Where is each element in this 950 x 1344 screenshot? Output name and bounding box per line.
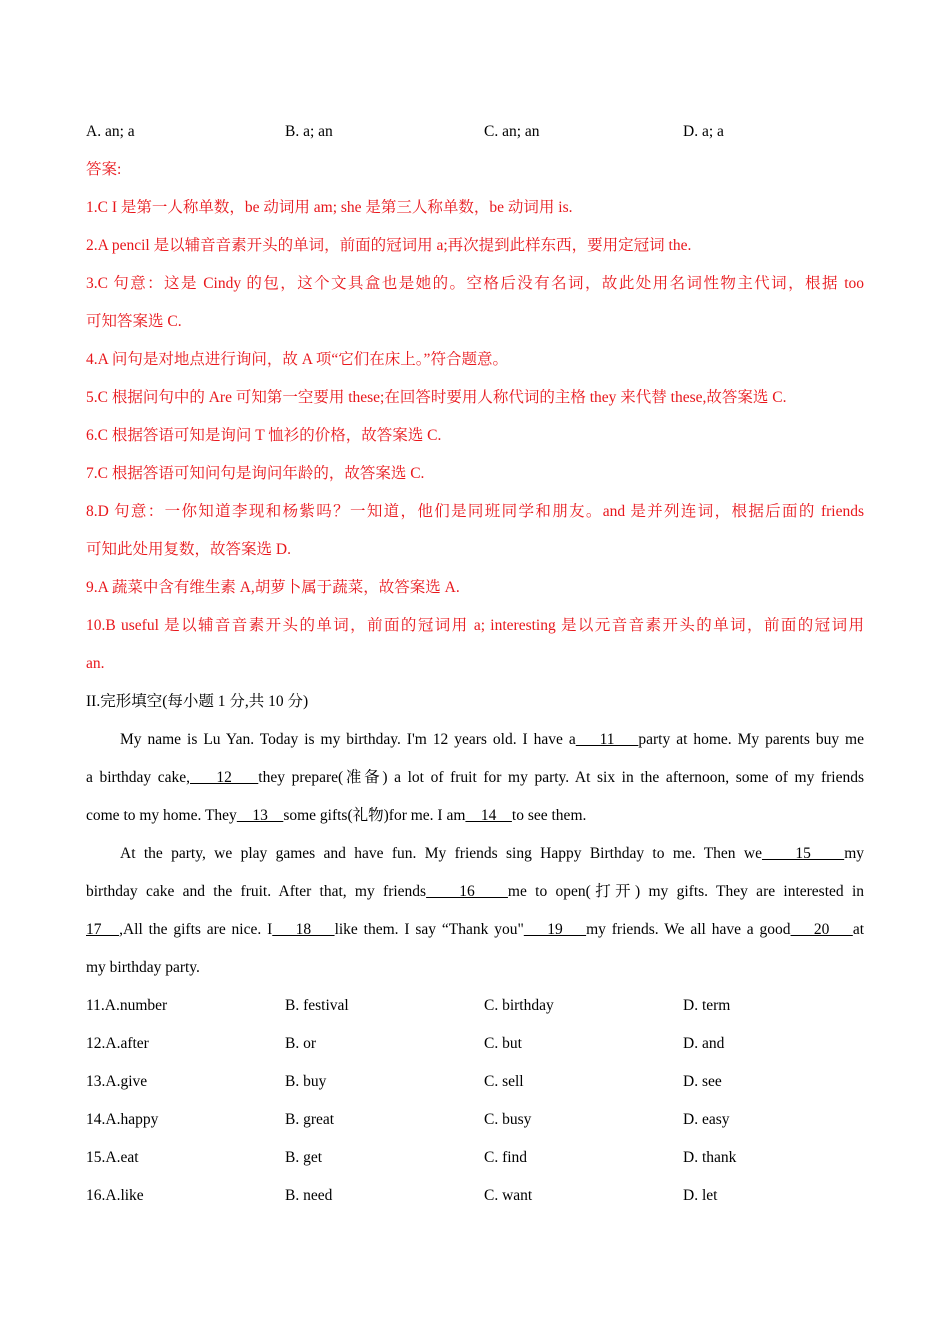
passage-line: my birthday party.	[86, 959, 200, 976]
question-option: C. sell	[484, 1073, 524, 1090]
answer-line: 可知此处用复数，故答案选 D.	[86, 541, 291, 558]
passage-line: a birthday cake, 12 they prepare(准备) a lot of fruit for my party. At six in the afternoon, some of my friends	[86, 769, 865, 786]
question-option: B. great	[285, 1111, 335, 1128]
option-d: D. a; a	[683, 123, 724, 140]
question-option: D. let	[683, 1187, 718, 1204]
question-option: D. and	[683, 1035, 725, 1052]
question-option: B. or	[285, 1035, 316, 1052]
question-option: D. easy	[683, 1111, 730, 1128]
answer-line: 3.C 句意：这是 Cindy 的包，这个文具盒也是她的。空格后没有名词，故此处用名词性物主代词，根据 too	[86, 275, 864, 292]
blank-20: 20	[790, 921, 853, 938]
blank-19: 19	[523, 921, 587, 938]
question-option: C. birthday	[484, 997, 554, 1014]
question-option: D. thank	[683, 1149, 737, 1166]
passage-line: come to my home. They 13 some gifts(礼物)for me. I am 14 to see them.	[86, 807, 587, 824]
blank-11: 11	[575, 731, 639, 748]
question-option: 15.A.eat	[86, 1149, 139, 1166]
question-option: D. see	[683, 1073, 722, 1090]
question-option: B. need	[285, 1187, 333, 1204]
answer-line: 2.A pencil 是以辅音音素开头的单词，前面的冠词用 a;再次提到此样东西，要用定冠词 the.	[86, 237, 692, 254]
question-option: B. get	[285, 1149, 323, 1166]
passage-line: 17 ,All the gifts are nice. I 18 like them. I say “Thank you" 19 my friends. We all have a good 20 at	[86, 921, 865, 938]
question-option: C. find	[484, 1149, 528, 1166]
question-option: C. want	[484, 1187, 533, 1204]
blank-14: 14	[465, 807, 512, 824]
blank-13: 13	[236, 807, 284, 824]
blank-18: 18	[272, 921, 335, 938]
answer-heading: 答案:	[86, 161, 122, 178]
question-option: 12.A.after	[86, 1035, 149, 1052]
option-a: A. an; a	[86, 123, 135, 140]
answer-line: 9.A 蔬菜中含有维生素 A,胡萝卜属于蔬菜，故答案选 A.	[86, 579, 460, 596]
answer-line: 1.C I 是第一人称单数，be 动词用 am; she 是第三人称单数，be 动词用 is.	[86, 199, 573, 216]
answer-line: 8.D 句意：一你知道李现和杨紫吗？一知道，他们是同班同学和朋友。and 是并列连词，根据后面的 friends	[86, 503, 864, 520]
question-option: 14.A.happy	[86, 1111, 159, 1128]
blank-16: 16	[426, 883, 508, 900]
passage-line: My name is Lu Yan. Today is my birthday. I'm 12 years old. I have a 11 party at home. My parents buy me	[120, 731, 864, 748]
answer-line: 6.C 根据答语可知是询问 T 恤衫的价格，故答案选 C.	[86, 427, 442, 444]
passage-line: At the party, we play games and have fun. My friends sing Happy Birthday to me. Then we 15 my	[120, 845, 865, 862]
question-option: 16.A.like	[86, 1187, 144, 1204]
answer-line: 5.C 根据问句中的 Are 可知第一空要用 these;在回答时要用人称代词的主格 they 来代替 these,故答案选 C.	[86, 389, 787, 406]
question-option: C. but	[484, 1035, 522, 1052]
question-option: C. busy	[484, 1111, 532, 1128]
blank-17: 17	[86, 921, 120, 938]
option-c: C. an; an	[484, 123, 540, 140]
option-b: B. a; an	[285, 123, 333, 140]
blank-12: 12	[190, 769, 259, 786]
section-title: II.完形填空(每小题 1 分,共 10 分)	[86, 693, 309, 710]
question-option: B. festival	[285, 997, 349, 1014]
answer-line: 可知答案选 C.	[86, 313, 182, 330]
question-option: B. buy	[285, 1073, 327, 1090]
question-option: 13.A.give	[86, 1073, 148, 1090]
blank-15: 15	[761, 845, 845, 862]
answer-line: 10.B useful 是以辅音音素开头的单词，前面的冠词用 a; interesting 是以元音音素开头的单词，前面的冠词用	[86, 617, 864, 634]
question-option: D. term	[683, 997, 731, 1014]
question-option: 11.A.number	[86, 997, 168, 1014]
passage-line: birthday cake and the fruit. After that, my friends 16 me to open(打开) my gifts. They are interested in	[86, 883, 864, 900]
answer-line: an.	[86, 655, 105, 672]
answer-line: 7.C 根据答语可知问句是询问年龄的，故答案选 C.	[86, 465, 425, 482]
answer-line: 4.A 问句是对地点进行询问，故 A 项“它们在床上。”符合题意。	[86, 351, 508, 368]
